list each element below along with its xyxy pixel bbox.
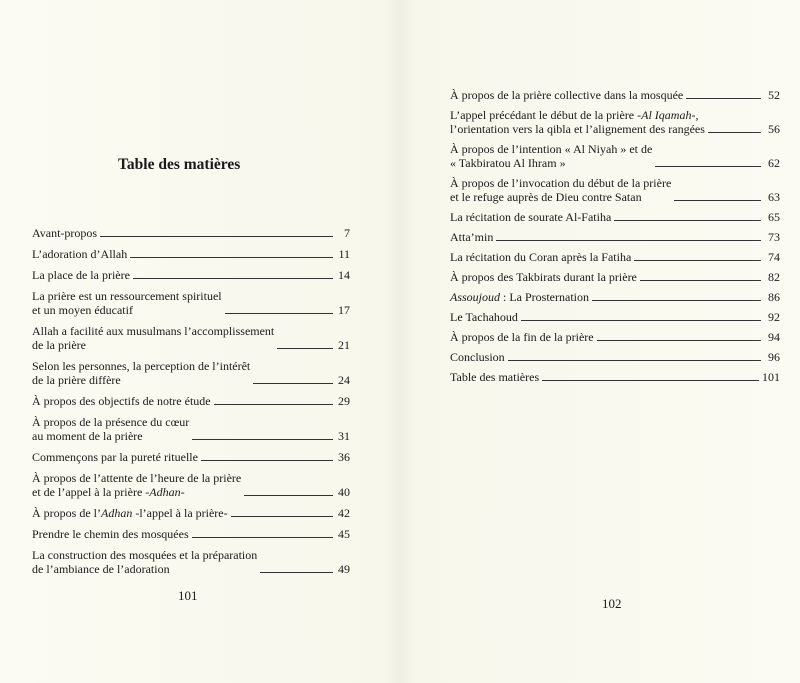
toc-entry[interactable]	[32, 548, 350, 576]
entry-text: À propos de la prière collective dans la mosquée	[450, 88, 684, 102]
leader-line	[597, 340, 761, 341]
entry-page-number: 96	[768, 350, 780, 364]
toc-entry[interactable]	[32, 359, 350, 387]
toc-entry[interactable]	[32, 394, 350, 408]
leader-line	[244, 495, 333, 496]
leader-line	[214, 404, 333, 405]
entry-text-italic: Assoujoud	[450, 290, 501, 304]
entry-text-line: Allah a facilité aux musulmans l’accomplissement	[32, 324, 275, 338]
entry-page-number: 31	[338, 429, 350, 443]
toc-entry[interactable]	[450, 88, 780, 102]
entry-text: À propos des objectifs de notre étude	[32, 394, 211, 408]
entry-text: Le Tachahoud	[450, 310, 518, 324]
leader-line	[521, 320, 761, 321]
leader-line	[100, 236, 333, 237]
leader-line	[277, 348, 333, 349]
entry-text: Atta’min	[450, 230, 494, 244]
toc-entry[interactable]	[450, 350, 780, 364]
entry-page-number: 65	[768, 210, 780, 224]
entry-text-line: La prière est un ressourcement spirituel	[32, 289, 222, 303]
entry-page-number: 36	[338, 450, 350, 464]
entry-page-number: 52	[768, 88, 780, 102]
entry-text: Table des matières	[450, 370, 540, 384]
entry-page-number: 40	[338, 485, 350, 499]
leader-line	[592, 300, 761, 301]
entry-page-number: 56	[768, 122, 780, 136]
toc-entry[interactable]	[32, 247, 350, 261]
toc-title: Table des matières	[118, 156, 241, 173]
entry-text-line: et un moyen éducatif	[32, 303, 133, 317]
leader-line	[655, 166, 761, 167]
entry-page-number: 92	[768, 310, 780, 324]
toc-entry[interactable]	[32, 226, 350, 240]
toc-list-left	[32, 226, 350, 576]
entry-text: Avant-propos	[32, 226, 98, 240]
toc-entry[interactable]	[450, 370, 780, 384]
leader-line	[686, 98, 761, 99]
entry-text-line: L’appel précédant le début de la prière	[450, 108, 635, 122]
leader-line	[192, 537, 333, 538]
page-number-right: 102	[602, 596, 622, 611]
leader-line	[130, 257, 333, 258]
entry-page-number: 63	[768, 190, 780, 204]
entry-text: : La Prosternation	[500, 290, 589, 304]
toc-list-right	[450, 88, 780, 384]
entry-page-number: 101	[762, 370, 780, 384]
entry-text-line: l’orientation vers la qibla et l’alignement des rangées	[450, 122, 705, 136]
toc-entry[interactable]	[450, 230, 780, 244]
entry-text: À propos de la fin de la prière	[450, 330, 594, 344]
page-number-left: 101	[178, 588, 198, 603]
entry-text-line: de la prière diffère	[32, 373, 121, 387]
entry-page-number: 49	[338, 562, 350, 576]
entry-text: L’adoration d’Allah	[32, 247, 128, 261]
leader-line	[253, 383, 333, 384]
toc-entry[interactable]	[32, 450, 350, 464]
toc-entry[interactable]	[450, 270, 780, 284]
entry-page-number: 7	[344, 226, 350, 240]
leader-line	[614, 220, 761, 221]
toc-entry[interactable]	[32, 415, 350, 443]
leader-line	[708, 132, 761, 133]
toc-entry[interactable]	[450, 330, 780, 344]
entry-page-number: 82	[768, 270, 780, 284]
entry-page-number: 17	[338, 303, 350, 317]
toc-entry[interactable]	[32, 506, 350, 520]
entry-page-number: 94	[768, 330, 780, 344]
leader-line	[496, 240, 761, 241]
entry-text-line: Selon les personnes, la perception de l’intérêt	[32, 359, 251, 373]
entry-text-line: de l’ambiance de l’adoration	[32, 562, 170, 576]
entry-page-number: 29	[338, 394, 350, 408]
entry-text: Conclusion	[450, 350, 505, 364]
entry-page-number: 11	[338, 247, 350, 261]
entry-text-line: de la prière	[32, 338, 86, 352]
entry-text-italic: Adhan	[101, 506, 133, 520]
entry-page-number: 62	[768, 156, 780, 170]
entry-text-line: À propos de l’intention « Al Niyah » et de	[450, 142, 653, 156]
entry-text-line: À propos de l’invocation du début de la prière	[450, 176, 672, 190]
entry-text-line: À propos de l’attente de l’heure de la prière	[32, 471, 242, 485]
entry-page-number: 86	[768, 290, 780, 304]
entry-text: La récitation de sourate Al-Fatiha	[450, 210, 612, 224]
leader-line	[640, 280, 761, 281]
leader-line	[133, 278, 333, 279]
entry-text: Prendre le chemin des mosquées	[32, 527, 189, 541]
toc-entry[interactable]	[32, 471, 350, 499]
toc-entry[interactable]	[450, 108, 780, 136]
entry-text: La récitation du Coran après la Fatiha	[450, 250, 632, 264]
entry-text-line: « Takbiratou Al Ihram »	[450, 156, 566, 170]
leader-line	[201, 460, 333, 461]
right-page	[400, 0, 800, 683]
entry-text-line: et le refuge auprès de Dieu contre Satan	[450, 190, 642, 204]
leader-line	[192, 439, 333, 440]
toc-entry[interactable]	[450, 290, 780, 304]
entry-text-line: et de l’appel à la prière	[32, 485, 143, 499]
leader-line	[260, 572, 333, 573]
entry-page-number: 42	[338, 506, 350, 520]
toc-entry[interactable]	[450, 310, 780, 324]
leader-line	[225, 313, 333, 314]
entry-text: À propos des Takbirats durant la prière	[450, 270, 637, 284]
toc-entry[interactable]	[450, 142, 780, 170]
entry-page-number: 45	[338, 527, 350, 541]
leader-line	[634, 260, 761, 261]
entry-text: -l’appel à la prière-	[132, 506, 228, 520]
leader-line	[674, 200, 761, 201]
entry-text-line: La construction des mosquées et la préparation	[32, 548, 258, 562]
leader-line	[508, 360, 761, 361]
leader-line	[231, 516, 333, 517]
entry-page-number: 14	[338, 268, 350, 282]
toc-entry[interactable]	[32, 289, 350, 317]
entry-page-number: 21	[338, 338, 350, 352]
entry-page-number: 24	[338, 373, 350, 387]
entry-text: La place de la prière	[32, 268, 130, 282]
toc-entry[interactable]	[450, 176, 780, 204]
entry-text: À propos de l’	[32, 506, 101, 520]
toc-entry[interactable]	[32, 268, 350, 282]
toc-entry[interactable]	[32, 324, 350, 352]
entry-text-line: au moment de la prière	[32, 429, 143, 443]
toc-entry[interactable]	[450, 250, 780, 264]
entry-text-italic: -Adhan-	[142, 485, 185, 499]
entry-text-line: À propos de la présence du cœur	[32, 415, 190, 429]
entry-page-number: 74	[768, 250, 780, 264]
entry-page-number: 73	[768, 230, 780, 244]
entry-text-italic: -Al Iqamah-,	[634, 108, 699, 122]
leader-line	[542, 380, 759, 381]
toc-entry[interactable]	[32, 527, 350, 541]
toc-entry[interactable]	[450, 210, 780, 224]
entry-text: Commençons par la pureté rituelle	[32, 450, 198, 464]
